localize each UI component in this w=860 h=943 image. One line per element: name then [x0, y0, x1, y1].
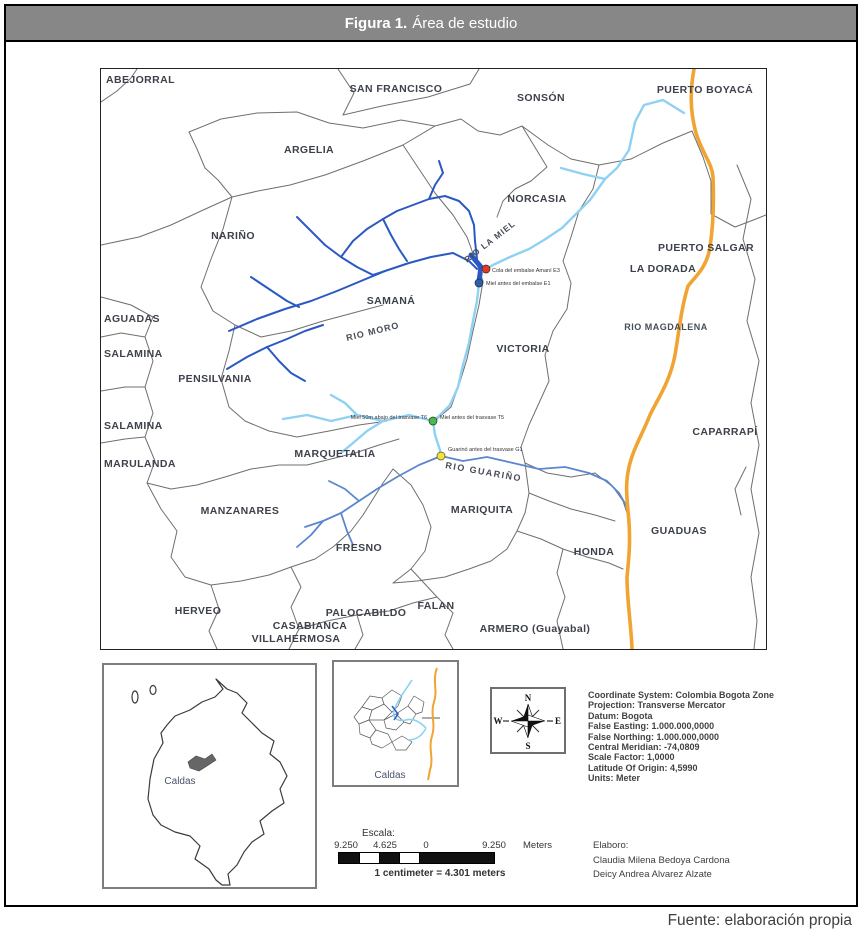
scale-tick: 9.250: [334, 840, 358, 851]
projection-info: [588, 690, 860, 784]
compass-rose-icon: [490, 687, 566, 754]
river-label-moro: RIO MORO: [345, 320, 401, 343]
caldas-inset-label: Caldas: [374, 770, 406, 781]
compass-star: [503, 704, 553, 738]
station-label-t5: Miel antes del trasvase T5: [440, 415, 505, 421]
municipality-boundaries: [101, 69, 766, 649]
scale-units: Meters: [523, 840, 553, 851]
compass-w-label: W: [493, 716, 503, 726]
municipality-label: MARIQUITA: [450, 504, 514, 516]
municipality-label: NARIÑO: [211, 230, 255, 242]
river-label-magdalena: RIO MAGDALENA: [624, 322, 708, 332]
municipality-label: LA DORADA: [629, 263, 697, 275]
municipality-label: FALAN: [417, 600, 455, 612]
credits-name: Deicy Andrea Alvarez Alzate: [593, 869, 712, 880]
municipality-label: SAMANÁ: [366, 295, 416, 307]
municipality-label: PUERTO BOYACÁ: [656, 84, 754, 96]
rio-la-miel: [283, 100, 684, 454]
municipality-label: SAN FRANCISCO: [349, 83, 443, 95]
scale-segment: [339, 853, 359, 863]
scale-segment: [359, 853, 379, 863]
municipality-label: PENSILVANIA: [178, 373, 252, 385]
credits-name: Claudia Milena Bedoya Cardona: [593, 854, 730, 866]
projection-line: Coordinate System: Colombia Bogota Zone: [588, 690, 775, 700]
station-label-g1: Guarinó antes del trasvase G1: [448, 447, 523, 453]
municipality-label: CASABIANCA: [272, 620, 348, 632]
municipality-label: HONDA: [573, 546, 615, 558]
municipality-label: ABEJORRAL: [106, 74, 175, 86]
municipality-label: NORCASIA: [507, 193, 567, 205]
projection-line: Datum: Bogota: [588, 710, 653, 721]
station-label-e1: Miel antes del embalse E1: [486, 281, 551, 287]
municipality-label: HERVEO: [174, 605, 222, 617]
municipality-label: AGUADAS: [104, 313, 160, 325]
municipality-label: VICTORIA: [496, 343, 550, 355]
scale-bar: [338, 852, 495, 864]
municipality-label: SALAMINA: [104, 420, 163, 432]
source-note: Fuente: elaboración propia: [667, 912, 852, 929]
municipality-label: ARGELIA: [283, 144, 335, 156]
station-point-t6-t5: [429, 417, 437, 425]
inset-river-branch: [408, 728, 426, 740]
island-icon: [150, 686, 156, 695]
municipality-label: ARMERO (Guayabal): [479, 623, 591, 635]
river-label-la-miel: RIO LA MIEL: [462, 218, 518, 265]
municipality-label: SALAMINA: [104, 348, 163, 360]
projection-line: Projection: Transverse Mercator: [588, 700, 726, 711]
inset-magdalena-river: [428, 668, 437, 780]
station-point-e3: [482, 265, 490, 273]
station-label-t6: Miel 50m abajo del trasvase T6: [350, 415, 427, 421]
station-point-e1: [475, 279, 483, 287]
compass-s-label: S: [525, 741, 531, 751]
station-label-e3: Cola del embalse Amaní E3: [492, 268, 560, 274]
scale-tick: 0: [423, 840, 429, 851]
island-icon: [132, 691, 138, 703]
municipality-label: MARQUETALIA: [294, 448, 376, 460]
scale-segment: [379, 853, 399, 863]
station-point-g1: [437, 452, 445, 460]
municipality-label: GUADUAS: [651, 525, 707, 537]
projection-line: Units: Meter: [588, 773, 641, 784]
rio-magdalena-line: [627, 69, 714, 649]
scale-equivalence: 1 centimeter = 4.301 meters: [374, 868, 506, 879]
study-area-map: [100, 68, 767, 650]
projection-line: False Easting: 1.000.000,0000: [588, 721, 715, 732]
colombia-inset-map: [102, 663, 317, 889]
scale-heading: Escala:: [362, 828, 395, 839]
municipality-label: PUERTO SALGAR: [657, 242, 755, 254]
figure-title: Área de estudio: [412, 14, 518, 32]
municipality-labels: [104, 74, 758, 645]
municipality-label: MARULANDA: [104, 458, 176, 470]
caldas-inset-map: [332, 660, 459, 787]
caldas-highlight-shape: [188, 754, 216, 771]
projection-line: False Northing: 1.000.000,0000: [588, 731, 720, 742]
river-label-guarino: RIO GUARIÑO: [444, 460, 523, 484]
credits-block: [593, 839, 730, 883]
compass-n-label: N: [524, 693, 532, 703]
credits-heading: Elaboro:: [593, 840, 629, 851]
rio-samana-moro: [227, 161, 481, 381]
projection-line: Central Meridian: -74,0809: [588, 742, 700, 753]
scale-segment: [419, 853, 494, 863]
municipality-label: VILLAHERMOSA: [251, 633, 341, 645]
municipality-label: CAPARRAPÍ: [692, 426, 758, 438]
municipality-label: MANZANARES: [200, 505, 280, 517]
figure-title-bar: [6, 6, 856, 42]
colombia-inset-label: Caldas: [164, 776, 196, 787]
projection-line: Scale Factor: 1,0000: [588, 752, 675, 763]
figure-number: Figura 1.: [344, 14, 408, 32]
scale-bar-block: [331, 828, 571, 892]
projection-line: Latitude Of Origin: 4,5990: [588, 762, 698, 773]
compass-e-label: E: [554, 716, 562, 726]
municipality-label: PALOCABILDO: [325, 607, 407, 619]
scale-tick: 9.250: [482, 840, 506, 851]
figure-box: [4, 4, 858, 907]
municipality-label: SONSÓN: [517, 92, 565, 104]
municipality-label: FRESNO: [335, 542, 383, 554]
scale-segment: [399, 853, 419, 863]
scale-tick: 4.625: [373, 840, 397, 851]
